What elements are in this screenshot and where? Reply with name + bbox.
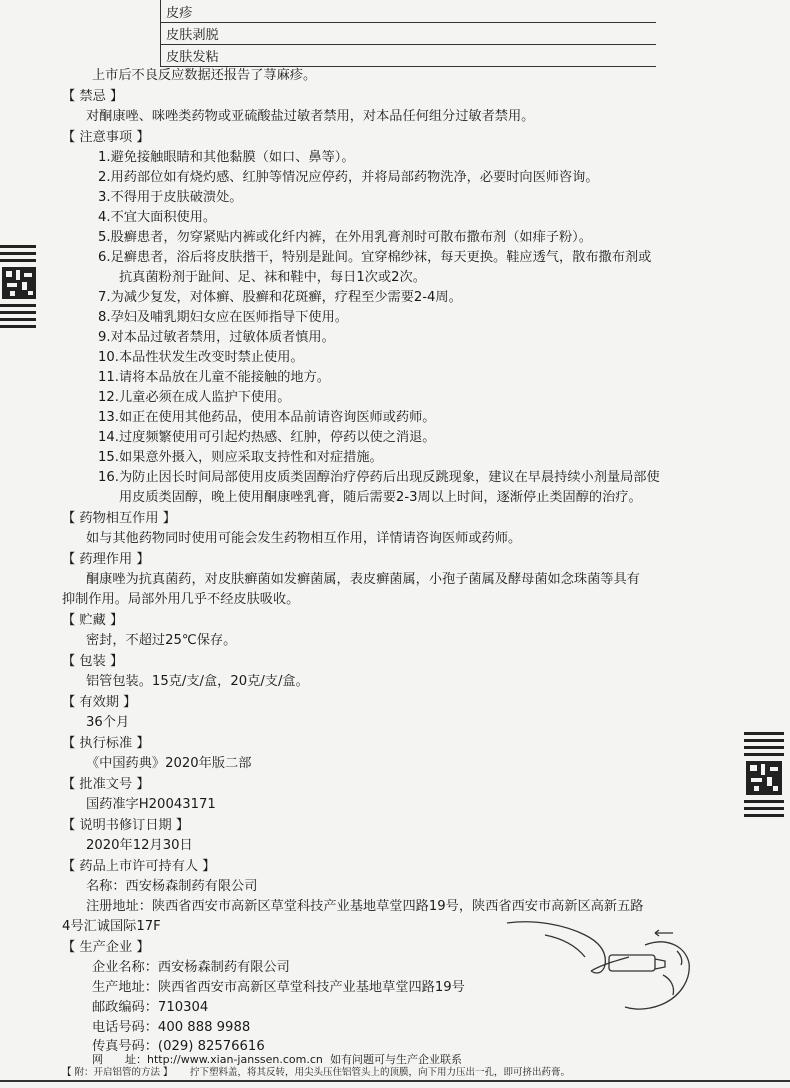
manufacturer-heading: 【 生产企业 】	[62, 940, 150, 955]
precaution-item: 10.本品性状发生改变时禁止使用。	[98, 350, 304, 365]
precaution-item: 1.避免接触眼睛和其他黏膜（如口、鼻等）。	[98, 150, 355, 165]
holder-name: 名称：西安杨森制药有限公司	[86, 879, 258, 894]
contra-heading: 【 禁忌 】	[62, 89, 124, 104]
tube-opening-illustration	[505, 915, 695, 1027]
precaution-item: 用皮质类固醇，晚上使用酮康唑乳膏，随后需要2-3周以上时间，逐渐停止类固醇的治疗。	[119, 490, 642, 505]
standard-heading: 【 执行标准 】	[62, 736, 150, 751]
approval-heading: 【 批准文号 】	[62, 777, 150, 792]
manufacturer-name: 企业名称：西安杨森制药有限公司	[92, 960, 290, 975]
holder-address: 注册地址：陕西省西安市高新区草堂科技产业基地草堂四路19号，陕西省西安市高新区高新五路	[86, 899, 644, 914]
precaution-item: 3.不得用于皮肤破溃处。	[98, 190, 243, 205]
precaution-item: 15.如果意外摄入，则应采取支持性和对症措施。	[98, 450, 383, 465]
manufacturer-address: 生产地址：陕西省西安市高新区草堂科技产业基地草堂四路19号	[92, 980, 465, 995]
precaution-item: 14.过度频繁使用可引起灼热感、红肿，停药以使之消退。	[98, 430, 436, 445]
appendix-heading: 【 附：开启铝管的方法 】	[62, 1067, 173, 1078]
qr-code-marker-left	[0, 245, 42, 330]
storage-heading: 【 贮藏 】	[62, 613, 124, 628]
contra-text: 对酮康唑、咪唑类药物或亚硫酸盐过敏者禁用，对本品任何组分过敏者禁用。	[86, 109, 535, 124]
revision-heading: 【 说明书修订日期 】	[62, 818, 190, 833]
pharmacology-text: 抑制作用。局部外用几乎不经皮肤吸收。	[62, 592, 300, 607]
precaution-item: 6.足癣患者，浴后将皮肤揩干，特别是趾间。宜穿棉纱袜，每天更换。鞋应透气，散布撒布剂或	[98, 250, 652, 265]
manufacturer-postcode: 邮政编码：710304	[92, 1000, 209, 1015]
manufacturer-phone: 电话号码：400 888 9988	[92, 1020, 251, 1035]
interactions-heading: 【 药物相互作用 】	[62, 511, 176, 526]
hand-outline	[625, 942, 689, 1009]
pharmacology-text: 酮康唑为抗真菌药，对皮肤癣菌如发癣菌属，表皮癣菌属，小孢子菌属及酵母菌如念珠菌等具有	[86, 572, 640, 587]
table-row: 皮肤剥脱	[160, 22, 656, 45]
precaution-item: 9.对本品过敏者禁用，过敏体质者慎用。	[98, 330, 335, 345]
appendix-text: 拧下塑料盖，将其反转，用尖头压住铝管头上的顶膜，向下用力压出一孔，即可挤出药膏。	[190, 1067, 571, 1078]
revision-text: 2020年12月30日	[86, 838, 193, 853]
tube-icon	[609, 955, 655, 971]
manufacturer-fax: 传真号码：(029) 82576616	[92, 1039, 265, 1054]
precaution-item: 16.为防止因长时间局部使用皮质类固醇治疗停药后出现反跳现象，建议在早晨持续小剂量局部使	[98, 470, 660, 485]
qr-code-marker-right	[742, 732, 790, 822]
hand-outline	[507, 922, 605, 973]
table-row: 皮肤发粘	[160, 44, 656, 67]
precaution-item: 2.用药部位如有烧灼感、红肿等情况应停药，并将局部药物洗净，必要时向医师咨询。	[98, 170, 599, 185]
holder-heading: 【 药品上市许可持有人 】	[62, 859, 216, 874]
precaution-item: 12.儿童必须在成人监护下使用。	[98, 390, 291, 405]
adverse-note: 上市后不良反应数据还报告了荨麻疹。	[92, 68, 317, 83]
pharmacology-heading: 【 药理作用 】	[62, 552, 150, 567]
precaution-item: 8.孕妇及哺乳期妇女应在医师指导下使用。	[98, 310, 348, 325]
storage-text: 密封，不超过25℃保存。	[86, 633, 237, 648]
precaution-item: 11.请将本品放在儿童不能接触的地方。	[98, 370, 330, 385]
interactions-text: 如与其他药物同时使用可能会发生药物相互作用，详情请咨询医师或药师。	[86, 531, 522, 546]
manufacturer-contact: 如有问题可与生产企业联系	[330, 1053, 462, 1066]
manufacturer-website: 网 址：http://www.xian-janssen.com.cn	[92, 1053, 323, 1066]
precaution-item: 4.不宜大面积使用。	[98, 210, 217, 225]
precaution-item: 7.为减少复发，对体癣、股癣和花斑癣，疗程至少需要2-4周。	[98, 290, 462, 305]
approval-text: 国药准字H20043171	[86, 797, 216, 812]
holder-address: 4号汇诚国际17F	[62, 919, 161, 934]
table-row: 皮疹	[160, 0, 656, 23]
validity-text: 36个月	[86, 715, 130, 730]
standard-text: 《中国药典》2020年版二部	[86, 756, 252, 771]
bottom-rule	[0, 1080, 790, 1082]
precaution-item: 5.股癣患者，勿穿紧贴内裤或化纤内裤，在外用乳膏剂时可散布撒布剂（如痱子粉）。	[98, 230, 592, 245]
precaution-item: 13.如正在使用其他药品，使用本品前请咨询医师或药师。	[98, 410, 436, 425]
validity-heading: 【 有效期 】	[62, 695, 137, 710]
precautions-heading: 【 注意事项 】	[62, 130, 150, 145]
precaution-item: 抗真菌粉剂于趾间、足、袜和鞋中，每日1次或2次。	[119, 270, 426, 285]
package-heading: 【 包装 】	[62, 654, 124, 669]
package-text: 铝管包装。15克/支/盒，20克/支/盒。	[86, 674, 309, 689]
